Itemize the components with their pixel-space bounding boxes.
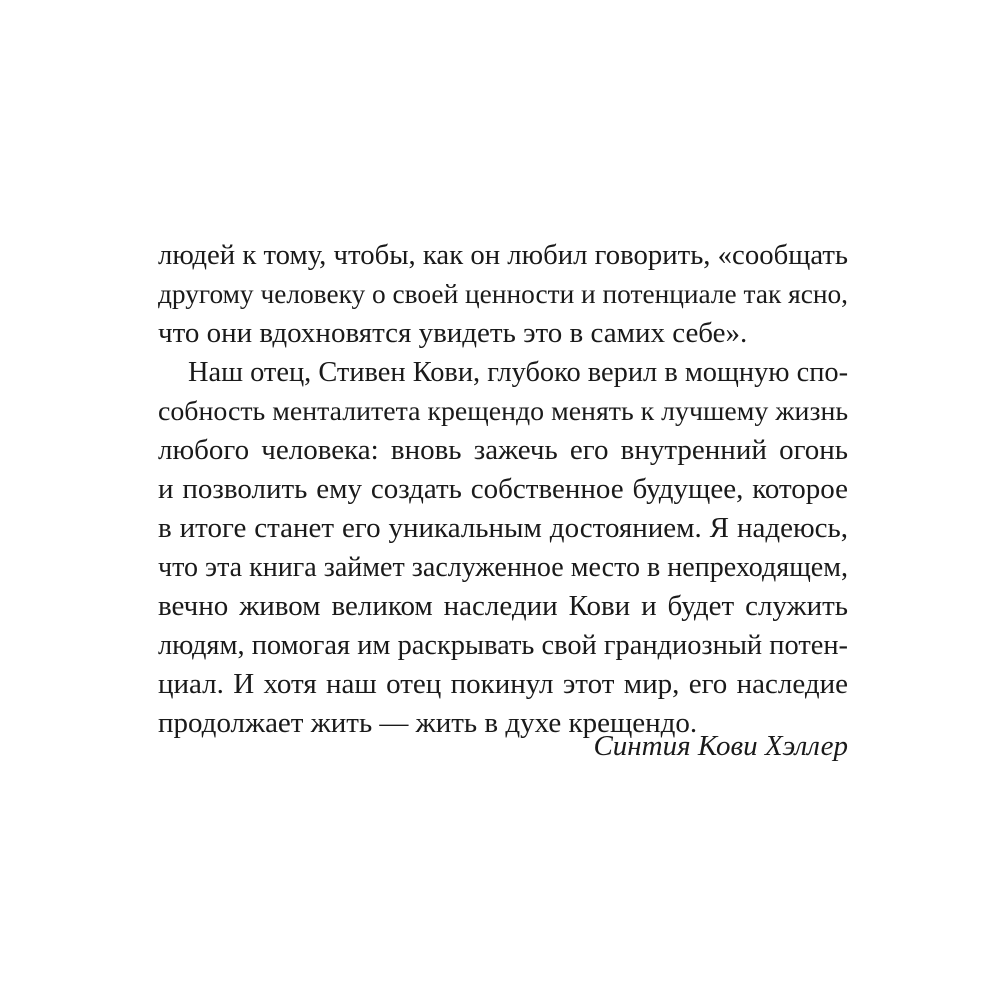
text-line: другому человеку о своей ценности и потенциале так ясно, (158, 279, 848, 309)
text-line: циал. И хотя наш отец покинул этот мир, его наследие (158, 668, 848, 700)
paragraph-2 (158, 353, 848, 743)
text-line: что эта книга займет заслуженное место в непреходящем, (158, 552, 848, 583)
text-line: собность менталитета крещендо менять к лучшему жизнь (158, 396, 849, 427)
paragraph-1 (158, 236, 848, 353)
text-line: и позволить ему создать собственное будущее, которое (158, 473, 848, 505)
text-line: людям, помогая им раскрывать свой грандиозный потен- (158, 630, 848, 661)
author-signature: Синтия Кови Хэллер (593, 730, 848, 762)
text-line: людей к тому, чтобы, как он любил говорить, «сообщать (158, 239, 849, 271)
body-text (158, 236, 848, 743)
text-line: вечно живом великом наследии Кови и будет служить (158, 590, 848, 622)
text-line: любого человека: вновь зажечь его внутренний огонь (158, 434, 848, 466)
text-line: продолжает жить — жить в духе крещендо. (158, 707, 698, 739)
text-line: Наш отец, Стивен Кови, глубоко верил в мощную спо- (188, 357, 849, 388)
text-line: в итоге станет его уникальным достоянием. Я надеюсь, (158, 512, 848, 544)
text-line: что они вдохновятся увидеть это в самих себе». (158, 317, 748, 349)
